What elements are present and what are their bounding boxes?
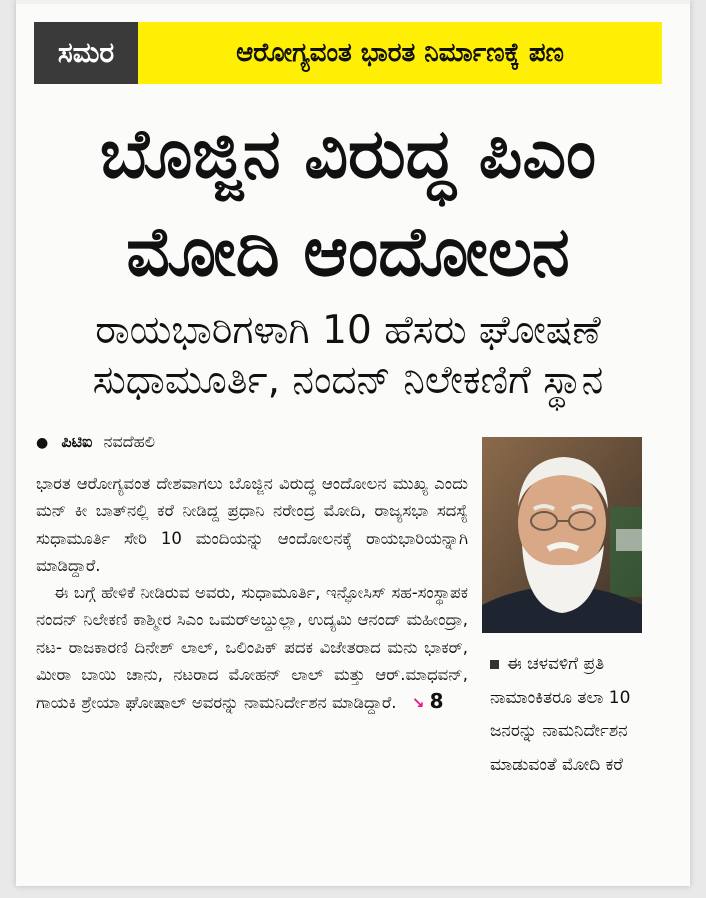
portrait-photo [482,437,642,633]
headline-line-2: ಮೋದಿ ಆಂದೋಲನ [126,213,570,292]
body-paragraph-2 [36,579,468,717]
subheadline-line-1: ರಾಯಭಾರಿಗಳಾಗಿ 10 ಹೆಸರು ಘೋಷಣೆ [95,308,601,353]
byline-place: ನವದೆಹಲಿ [103,432,155,451]
byline [36,432,155,452]
photo-caption [490,648,650,782]
kicker-line: ಆರೋಗ್ಯವಂತ ಭಾರತ ನಿರ್ಮಾಣಕ್ಕೆ ಪಣ [138,22,662,84]
subheadline-line-2: ಸುಧಾಮೂರ್ತಿ, ನಂದನ್ ನಿಲೇಕಣಿಗೆ ಸ್ಥಾನ [92,358,604,403]
portrait-illustration [482,437,642,633]
jump-page-number: 8 [429,689,444,714]
headline [34,106,662,302]
byline-agency: ಪಿಟಿಐ [61,432,93,451]
section-strip [34,22,662,84]
section-tag: ಸಮರ [34,22,138,84]
body-paragraph-1: ಭಾರತ ಆರೋಗ್ಯವಂತ ದೇಶವಾಗಲು ಬೊಜ್ಜಿನ ವಿರುದ್ಧ ಆಂದೋಲನ ಮುಖ್ಯ ಎಂದು ಮನ್ ಕೀ ಬಾತ್‌ನಲ್ಲಿ ಕರೆ ನೀಡಿದ್ದ ಪ್ರಧಾನಿ ನರೇಂದ್ರ ಮೋದಿ, ರಾಜ್ಯಸಭಾ ಸದಸ್ಯೆ ಸುಧಾಮೂರ್ತಿ ಸೇರಿ 10 ಮಂದಿಯನ್ನು ಆಂದೋಲನಕ್ಕೆ ರಾಯಭಾರಿಯನ್ನಾಗಿ ಮಾಡಿದ್ದಾರೆ. [36,474,468,575]
caption-text: ಈ ಚಳವಳಿಗೆ ಪ್ರತಿ ನಾಮಾಂಕಿತರೂ ತಲಾ 10 ಜನರನ್ನು ನಾಮನಿರ್ದೇಶನ ಮಾಡುವಂತೆ ಮೋದಿ ಕರೆ [490,654,631,775]
article-body [36,470,468,718]
subheadline [34,306,662,406]
jump-arrow-icon: ↘ [411,694,425,713]
bullet-icon: ● [36,435,49,451]
top-rule [16,0,690,4]
headline-line-1: ಬೊಜ್ಜಿನ ವಿರುದ್ಧ ಪಿಎಂ [99,115,597,194]
caption-square-icon [490,660,499,669]
body-paragraph-2-text: ಈ ಬಗ್ಗೆ ಹೇಳಿಕೆ ನೀಡಿರುವ ಅವರು, ಸುಧಾಮೂರ್ತಿ, ಇನ್ಫೋಸಿಸ್ ಸಹ-ಸಂಸ್ಥಾಪಕ ನಂದನ್ ನಿಲೇಕಣಿ ಕಾಶ್ಮೀರ ಸಿಎಂ ಒಮರ್‌ಅಬ್ದುಲ್ಲಾ, ಉದ್ಯಮಿ ಆನಂದ್ ಮಹೀಂದ್ರಾ, ನಟ- ರಾಜಕಾರಣಿ ದಿನೇಶ್ ಲಾಲ್, ಒಲಿಂಪಿಕ್ ಪದಕ ವಿಜೇತರಾದ ಮನು ಭಾಕರ್, ಮೀರಾ ಬಾಯಿ ಚಾನು, ನಟರಾದ ಮೋಹನ್ ಲಾಲ್ ಮತ್ತು ಆರ್.ಮಾಧವನ್, ಗಾಯಕಿ ಶ್ರೇಯಾ ಘೋಷಾಲ್ ಅವರನ್ನು ನಾಮನಿರ್ದೇಶನ ಮಾಡಿದ್ದಾರೆ. [36,583,468,713]
